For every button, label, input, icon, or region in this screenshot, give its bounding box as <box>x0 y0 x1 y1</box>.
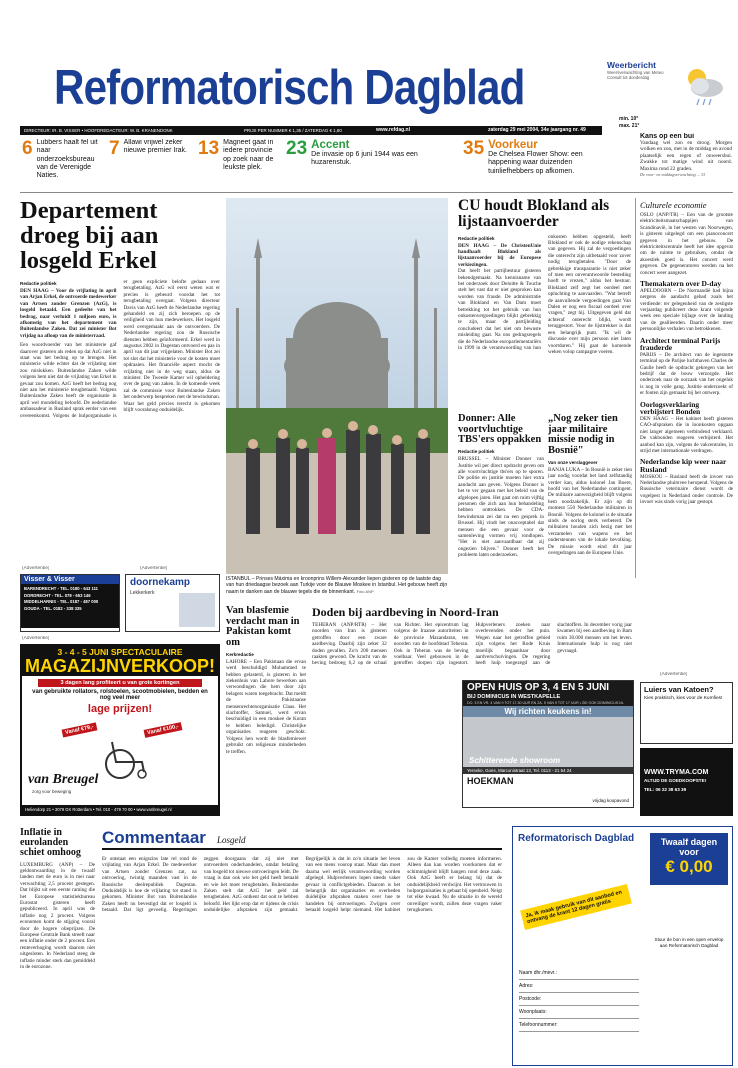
openhuis-ad[interactable]: OPEN HUIS OP 3, 4 EN 5 JUNI BIJ DOMINICUS IN WESTKAPELLE DO. 3 EN VR. 4 VAN 9 TOT 17.30 UUR EN ZA. 5 VAN 9 TOT 17 UUR • ZIE OOK DOMINICUS.NL Wij richten keukens in! Schitterende showroom Yerseke, Goes, Marconistraat 13, Tel. 0113 - 21 54 24 HOEKMAN vrijdag koopavond <box>462 680 634 808</box>
photo-caption: ISTANBUL – Prinses Máxima en kroonprins Willem-Alexander liepen gisteren op de laatste dag van hun driedaagse bezoek aan Turkije voor de Blauwe Moskee in Istanbul. Het gebouw heeft zijn naam te danken aan de blauwe tegels die de binnenkant. Foto ANP <box>226 576 448 595</box>
blokland-article: CU houdt Blokland als lijstaanvoerder Redactie politiek DEN HAAG – De ChristenUnie handhaaft Blokland als lijstaanvoerder bij de Europese verkiezingen. Dat heeft het partijbestuur gisteren bekendgemaakt. Na kennisname van het onderzoek door Deloitte & Touche stelt het vast dat er niet gesproken kan worden van fraude. De administratie van Blokland en Van Dam moet betrekking tot het gebruik van hun onkostenvergoedingen blijkt gebrekkig te zijn, maar de partijleiding concludeert dat het niet om bewuste misleiding gaat. Na ons gedragsregels die de Nederlandse europarlementariërs in 1999 in de verantwoording van hun onkosten hebben opgesteld, heeft Blokland er ook de nodige rekenschap van gegeven. Hij zal de vergoedingen die onterecht zijn uitbetaald voor zover nodig terugbetalen. "Door de gebrekkige transparantie is niet zeker of men een onverantwoorde besteding hoeft te vrezen," aldus het bestuur. Blokland zelf zegt het oordeel met opluchting te aanvaarden. "Wat betreft de aanvullende vergoedingen gaat Van Dalen er nog een fiscaal oordeel over vragen," zegt hij. Uitgegeven geld dat achteraf onterecht blijkt, wordt teruggestort. Voor de lijsttrekker is dat een belangrijk punt. "Ik wil de discussie over mijn persoon niet laten voortduren." Hij gaat de komende weken volop campagne voeren. <box>458 198 631 355</box>
news-sidebar: Culturele economie OSLO (ANP/TR) – Een van de grootste elektriciteitsmaatschappijen van Scandinavië, in het westen van Noorwegen, is gisteren uitgelegd om een pianoconcert gegeven in het gebouw. De elektriciteitscentrale heeft het idee opgevat om de ruimte te gebruiken, omdat de akoestiek goed is. Het concert werd gegeven. De gegeneratoren werden na het concert weer aangezet. Themakatern over D-day APELDOORN – De Normandië had bijna nergens de aandacht gehad zoals het verdiende: ter gelegenheid van de zestigste verjaardag publiceert deze krant volgende week een speciale bijlage over de landing van de geallieerden. Daarin onder meer persoonlijke verhalen van betrokkenen. Architect terminal Parijs frauderde PARIJS – De architect van de ingestorte terminal op de Parijse luchthaven Charles de Gaulle heeft de opdracht gekregen van het bedrijf dat de bouw verzorgde. Het onderzoek naar de oorzaak van het ongeluk is nog in volle gang. Justitie onderzoekt of er fouten zijn gemaakt bij het ontwerp. Oorlogsverklaring verbijstert Bonden DEN HAAG – Het kabinet heeft gisteren CAO-afspraken die in loonkosten opgaan niet langer algemeen verbindend verklaard. De vakbonden reageren verbijsterd. Het aanbod kan zijn, volgens de vakcentrales, in strijd met internationale verdragen. Nederlandse kip weer naar Rusland MOSKOU – Rusland heeft de invoer van Nederlandse pluimvee heropend. Volgens de Russische veterinaire dienst wordt de vogelpest in Nederland onder controle. De invoer was sinds vorig jaar gestopt. <box>640 200 733 506</box>
wheelchair-icon <box>98 736 158 784</box>
teaser-4[interactable]: 23 Accent De invasie op 6 juni 1944 was een huzarenstuk. <box>286 139 418 167</box>
form-postcode[interactable]: Postcode: <box>519 993 639 1006</box>
iran-article: Doden bij aardbeving in Noord-Iran <box>312 606 499 619</box>
teaser-5[interactable]: 35 Voorkeur De Chelsea Flower Show: een happening waar duizenden tuinliefhebbers op afkomen. <box>463 139 583 175</box>
price-badge: Twaalf dagen voor € 0,00 <box>650 833 728 885</box>
teaser-2[interactable]: 7 Allawi vrijwel zeker nieuwe premier Irak. <box>109 139 187 159</box>
iran-body: TEHERAN (ANP/RTR) – Het noorden van Iran is gisteren getroffen door een zware aardbeving. Daarbij zijn zeker 32 doden gevallen. Zo'n 200 mensen raakten gewond. De kracht van de beving bedroeg 6,2 op de schaal van Richter. Het epicentrum lag volgens de Iraanse autoriteiten in de provincie Mazandaran, ten noorden van de hoofdstad Teheran. Ook in Teheran was de beving voelbaar. Veel gebouwen in de getroffen dorpen zijn ingestort. Hulpverleners zoeken naar overlevenden onder het puin. Wegen naar het getroffen gebied zijn volgens het Rode Kruis moeilijk begaanbaar door aardverschuivingen. De regering heeft hulp toegezegd aan de slachtoffers. In december vorig jaar kwamen bij een aardbeving in Bam ruim 30.000 mensen om het leven. Internationale hulp is nog niet gevraagd. <box>312 622 632 667</box>
weather-box: Weerbericht Weersverwachting van Meteo Consult tot donderdag min. 10° max. 21° <box>607 60 735 138</box>
tryma-ad[interactable]: WWW.TRYMA.COM ALTIJD DE GOEDKOOPSTE! TEL: 06 22 38 63 39 <box>640 748 733 816</box>
teaser-1[interactable]: 6 Lubbers haalt fel uit naar onderzoeksbureau van de Verenigde Naties. <box>22 139 98 179</box>
visser-ad[interactable]: Visser & Visser BARENDRECHT - TEL. 0180 - 643 111 DORDRECHT - TEL. 078 - 653 146 MIDDELHARNIS - TEL. 0187 - 487 000 GOUDA - TEL. 0182 - 338 335 <box>20 574 120 632</box>
masthead-meta-bar: DIRECTEUR: IR. B. VISSER • HOOFDREDACTEUR: W. B. KRANENDONK PRIJS PER NUMMER € 1,35 / ZATERDAG € 1,80 www.refdag.nl zaterdag 29 mei 2004, 34e jaargang nr. 49 <box>20 126 602 135</box>
teaser-3[interactable]: 13 Magneet gaat in iedere provincie op zoek naar de leukste plek. <box>198 139 274 171</box>
subscription-promo[interactable]: Reformatorisch Dagblad Twaalf dagen voor € 0,00 Ja, ik maak gebruik van dit aanbod en ontvang de krant 12 dagen gratis Naam dhr./mevr.: Adres: Postcode: Woonplaats: Telefoonnummer: Stuur de bon in een open envelop aan Reformatorisch Dagblad <box>512 826 733 1066</box>
donner-article: Donner: Alle voortvluchtige TBS'ers oppakken Redactie politiek BRUSSEL – Minister Donner van Justitie wil per direct opdracht geven om alle voortvluchtige tbs'ers op te sporen. De politie en justitie moeten hier extra aandacht aan geven. Volgens Donner is het te ver gegaan met het beleid van de afgelopen jaren. Het gaat om ruim vijftig personen die zich aan hun behandeling hebben onttrokken. De CDA-bewindsman zei dat na een gesprek in Brussel. Hij vindt het onacceptabel dat mensen die een gevaar voor de samenleving vormen vrij rondlopen. "Het is niet aanvaardbaar dat zij ongezien blijven." Donner heeft het probleem laten onderzoeken. <box>458 414 544 559</box>
inflation-article: Inflatie in eurolanden schiet omhoog LUXEMBURG (ANP) – De geldontwaarding in de twaalf landen met de euro is in mei naar verwachting 2,5 procent gestegen. Dat blijkt uit een eerste raming die het Europese statistiekbureau Eurostat gisteren heeft gepubliceerd. In april was de inflatie nog 2 procent. Volgens economen komt de stijging vooral door de hogere olieprijzen. De Europese Centrale Bank streeft naar een inflatie onder de 2 procent. Een renteverhoging wordt daarom niet uitgesloten. In Nederland steeg de inflatie minder sterk dan gemiddeld in de eurozone. <box>20 828 95 971</box>
masthead-title: Reformatorisch Dagblad <box>54 61 525 115</box>
magazijn-ad[interactable]: 3 - 4 - 5 JUNI SPECTACULAIRE MAGAZIJNVERKOOP! 3 dagen lang profiteert u van grote kortingen van gebruikte rollators, rolstoelen, scootmobielen, bedden en nog veel meer lage prijzen! Vanaf €79,- Vanaf €100,- van Breugel zorg voor beweging Heliendorp 21 • 3079 DX Rotterdam • Tel. 010 - 479 70 00 • www.vanbreugel.nl <box>20 644 220 816</box>
lead-photo <box>226 198 448 574</box>
weather-forecast: Kans op een bui Vandaag wel zon en droog. Morgen wolken en zon, met in de middag en avond plaatselijk een regen of onweersbui. Zwakke tot matige wind uit noord. Maxima rond 22 graden. De voor- en middagverwachting ... 33 <box>640 133 732 178</box>
form-name[interactable]: Naam dhr./mevr.: <box>519 967 639 980</box>
katoen-ad[interactable]: Luiers van Katoen? Kies praktisch, kies voor de Kumfies! <box>640 682 733 744</box>
lead-headline: Departement droeg bij aan losgeld Erkel <box>20 198 159 274</box>
form-phone[interactable]: Telefoonnummer: <box>519 1019 639 1032</box>
bosnia-article: „Nog zeker tien jaar militaire missie nodig in Bosnië" Van onze verslaggever BANJA LUKA – In Bosnië is zeker tien jaar nodig voordat het land zelfstandig verder kan, aldus kolonel Jan Boere, hoofd van het Nederlandse contingent. De militaire aanwezigheid blijft volgens hem noodzakelijk. Er zijn op dit moment 550 Nederlandse militairen in Bosnië. Volgens de kolonel is de situatie sinds de oorlog sterk verbeterd. De militairen houden zich bezig met het verzamelen van wapens en het ondersteunen van de lokale bevolking. De missie wordt eind dit jaar overgedragen aan de Europese Unie. <box>548 414 632 557</box>
site-link[interactable]: www.refdag.nl <box>376 127 410 133</box>
commentary-header: Commentaar Losgeld <box>102 828 502 850</box>
blasphemy-article: Van blasfemie verdacht man in Pakistan komt om Kerkredactie LAHORE – Een Pakistaan die ervan werd beschuldigd Mohammed te hebben gelasterd, is gisteren in het ziekenhuis van Lahore bewerken aan verwondingen die hem door zijn belagers waren toegebracht. Dat meldt de Pakistaanse mensenrechtenorganisatie Claas. Het slachtoffer, Samuel, werd ervan beschuldigd in een moskee de Koran te hebben beledigd. Christelijke organisaties reageren geschokt. Volgens hen wordt de blasfemiewet gebruikt om religieuze minderheden te treffen. <box>226 606 306 755</box>
form-address[interactable]: Adres: <box>519 980 639 993</box>
lead-article: Departement droeg bij aan losgeld Erkel Redactie politiek DEN HAAG – Voor de vrijlating in april van Arjan Erkel, de ontvoerde medewerker van Artsen zonder Grenzen (AzG), is losgeld betaald. Een gedeelte van het bedrag, naar verluidt 1 miljoen euro, is afkomstig van het departement van Buitenlandse Zaken. Dat zei minister Bot vrijdag na afloop van de ministerraad. Een woordvoerder van het ministerie gaf daarover gisteren als reden op dat AzG niet in staat was het bedrag op te brengen. Het ministerie wilde echter dat de vrijlating niet zou mislukken. Buitenlandse Zaken wilde volgens hem niet dat de vrijlating van Erkel in gevaar zou komen. AzG heeft het bedrag nog niet aan het ministerie terugbetaald. Volgens Buitenlandse Zaken heeft de organisatie in april wel mondeling beloofd. De nederlandse ambassadeur in Rusland sprak eerder van een overeenkomst. Volgens de hulporganisatie is er geen expliciete belofte gedaan over terugbetaling. AzG wil eerst weten wat er precies is gebeurd voordat het tot terugbetaling overgaat. Volgens directeur Davis van AzG heeft de Nederlandse regering gehandeld en zij zich beroepen op de veiligheid van hun medewerkers. Het losgeld werd overgemaakt aan de ontvoerders. De Nederlandse regering zou de Russische diensten hebben geïnformeerd. Erkel werd in augustus 2002 in Dagestan ontvoerd en pas in april van dit jaar vrijgelaten. Minister Bot zei tot slot dat het ministerie voor de kosten moet opdraaien. Het financiële aspect mocht de vrijlating niet in de weg staan, aldus de minister. De Tweede Kamer wil opheldering over de gang van zaken. In de komende week zal de commissie voor Buitenlandse Zaken het onderwerp bespreken met de bewindsman. Waar het geld precies terecht is gekomen blijft vooralsnog onduidelijk. <box>20 198 220 419</box>
cloud-icon <box>685 68 725 108</box>
form-city[interactable]: Woonplaats: <box>519 1006 639 1019</box>
commentary-body: Er ontstaat een enigszins late rel rond de vrijlating van Arjan Erkel. De medewerker van Artsen zonder Grenzen zat, na ontvoering, twintig maanden vast in de Russische deelrepubliek Dagestan. Onduidelijk is hoe de vrijlating tot stand is gekomen. Minister Bot van Buitenlandse Zaken heeft nu bevestigd dat er losgeld is betaald. Dat ligt gevoelig. Regeringen zeggen doorgaans dat zij niet met ontvoerders onderhandelen, omdat betaling van losgeld tot nieuwe ontvoeringen leidt. De vraag is dan ook wie het geld heeft betaald en wie het moet terugbetalen. Buitenlandse Zaken stelt dat AzG het geld zal terugbetalen. AzG ontkent dat ooit te hebben beloofd. Het lijkt erop dat er tijdens de crisis onduidelijke afspraken zijn gemaakt. Begrijpelijk is dat in zo'n situatie het leven van een mens voorop staat. Maar dan moet daarna wel eerlijk verantwoording worden afgelegd. Hulpverleners lopen steeds vaker gevaar in conflictgebieden. Daarom is het belangrijk dat organisaties en overheden duidelijke afspraken maken over hoe te handelen bij ontvoeringen. Zwijgen over betaald losgeld helpt niemand. Het kabinet zou de Kamer volledig moeten informeren. Alleen dan kan worden voorkomen dat er schimmigheid blijft hangen rond deze zaak. Ook AzG heeft er belang bij dat de onduidelijkheid verdwijnt. Het vertrouwen in hulporganisaties is gebaat bij openheid. Neigt tot elke kwaad. Nu de situatie in de wereld onveiliger wordt, zullen deze vragen vaker terugkomen. <box>102 856 502 914</box>
doornekamp-ad[interactable]: doornekamp Lekkerkerk <box>125 574 220 632</box>
